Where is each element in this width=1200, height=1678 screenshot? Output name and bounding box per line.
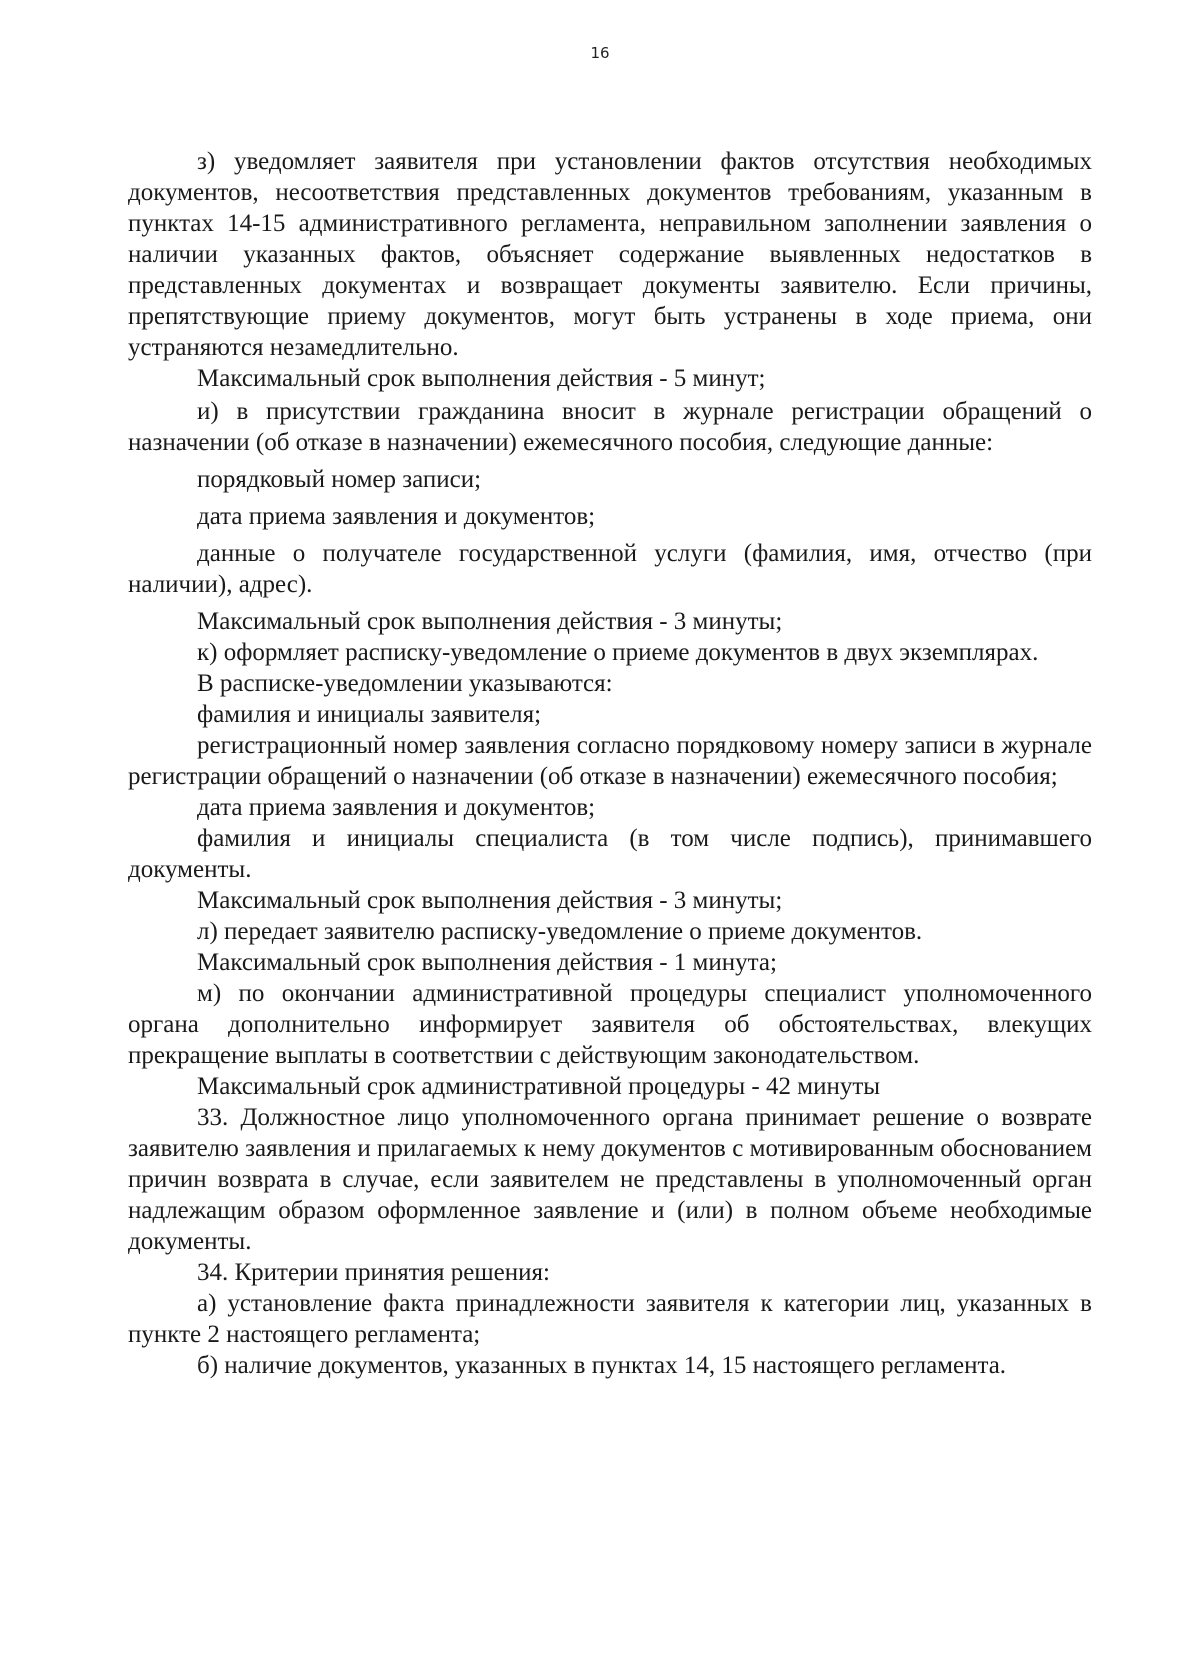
paragraph-34-decision-criteria: 34. Критерии принятия решения: bbox=[197, 1259, 550, 1286]
paragraph-max-time-5-min: Максимальный срок выполнения действия - 5 минут; bbox=[197, 365, 766, 392]
paragraph-i-register-entry: и) в присутствии гражданина вносит в журнале регистрации обращений о назначении (об отказе в назначении) ежемесячного пособия, следующие данные: bbox=[128, 398, 1092, 456]
paragraph-m-inform-applicant: м) по окончании административной процедуры специалист уполномоченного органа дополнительно информирует заявителя об обстоятельствах, влекущих прекращение выплаты в соответствии с действующим законодательством. bbox=[128, 980, 1092, 1069]
page-number: 16 bbox=[590, 44, 610, 62]
paragraph-receipt-contents-heading: В расписке-уведомлении указываются: bbox=[197, 670, 613, 697]
paragraph-max-time-1-min: Максимальный срок выполнения действия - 1 минута; bbox=[197, 949, 777, 976]
paragraph-receipt-date-2: дата приема заявления и документов; bbox=[197, 794, 596, 821]
paragraph-specialist-name: фамилия и инициалы специалиста (в том числе подпись), принимавшего документы. bbox=[128, 825, 1092, 883]
paragraph-33-return-documents: 33. Должностное лицо уполномоченного органа принимает решение о возврате заявителю заявления и прилагаемых к нему документов с мотивированным обоснованием причин возврата в случае, если заявителем не представлены в уполномоченный орган надлежащим образом оформленное заявление и (или) в полном объеме необходимые документы. bbox=[128, 1104, 1092, 1255]
paragraph-max-time-3-min-b: Максимальный срок выполнения действия - 3 минуты; bbox=[197, 887, 783, 914]
paragraph-max-time-3-min-a: Максимальный срок выполнения действия - 3 минуты; bbox=[197, 608, 783, 635]
paragraph-applicant-name: фамилия и инициалы заявителя; bbox=[197, 701, 542, 728]
document-body bbox=[128, 146, 1092, 1381]
paragraph-recipient-data: данные о получателе государственной услуги (фамилия, имя, отчество (при наличии), адрес). bbox=[128, 540, 1092, 598]
paragraph-b-documents-present: б) наличие документов, указанных в пунктах 14, 15 настоящего регламента. bbox=[197, 1352, 1007, 1379]
paragraph-record-number: порядковый номер записи; bbox=[197, 466, 482, 493]
paragraph-k-issue-receipt: к) оформляет расписку-уведомление о приеме документов в двух экземплярах. bbox=[197, 639, 1039, 666]
paragraph-receipt-date: дата приема заявления и документов; bbox=[197, 503, 596, 530]
paragraph-l-hand-receipt: л) передает заявителю расписку-уведомление о приеме документов. bbox=[197, 918, 923, 945]
paragraph-a-category-membership: а) установление факта принадлежности заявителя к категории лиц, указанных в пункте 2 настоящего регламента; bbox=[128, 1290, 1092, 1348]
paragraph-max-procedure-time: Максимальный срок административной процедуры - 42 минуты bbox=[197, 1073, 881, 1100]
paragraph-registration-number: регистрационный номер заявления согласно порядковому номеру записи в журнале регистрации обращений о назначении (об отказе в назначении) ежемесячного пособия; bbox=[128, 732, 1092, 790]
paragraph-z-notify-applicant: з) уведомляет заявителя при установлении фактов отсутствия необходимых документов, несоответствия представленных документов требованиям, указанным в пунктах 14-15 административного регламента, неправильном заполнении заявления о наличии указанных фактов, объясняет содержание выявленных недостатков в представленных документах и возвращает документы заявителю. Если причины, препятствующие приему документов, могут быть устранены в ходе приема, они устраняются незамедлительно. bbox=[128, 148, 1092, 361]
